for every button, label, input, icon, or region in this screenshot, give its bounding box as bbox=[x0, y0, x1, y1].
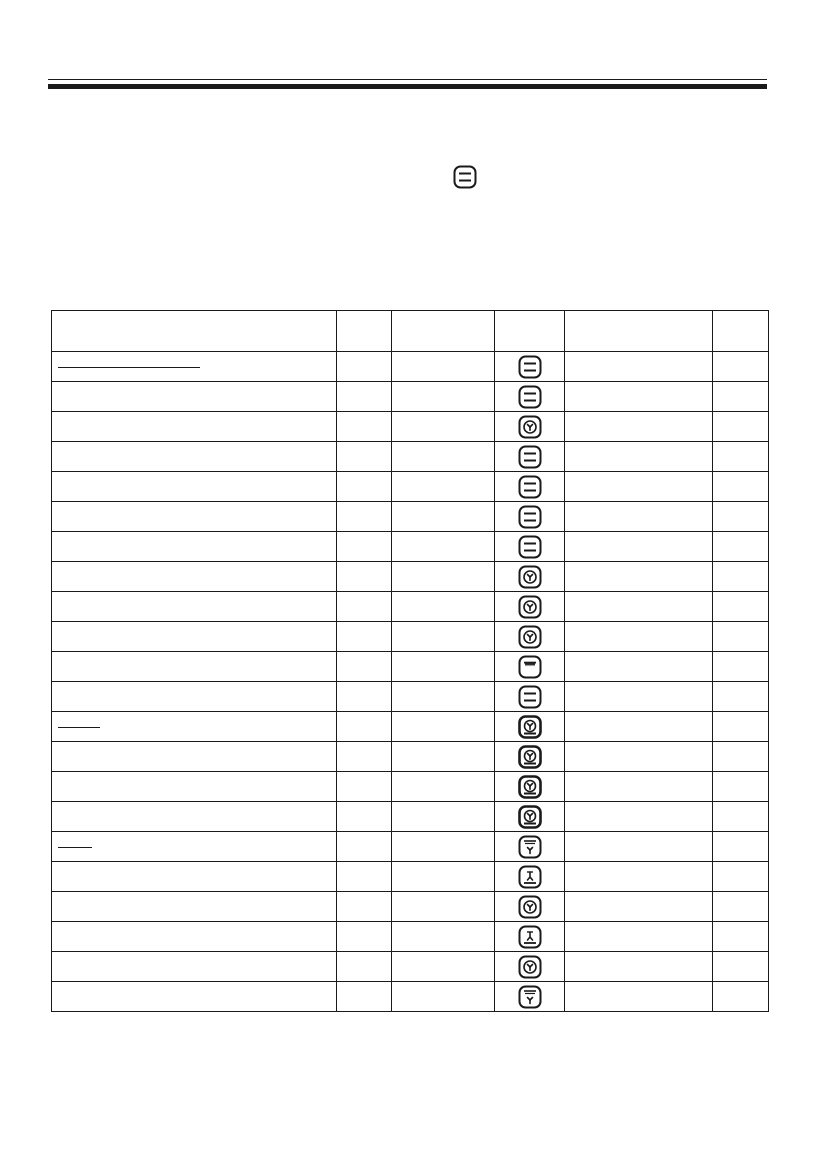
table-cell bbox=[712, 562, 768, 592]
food-cell bbox=[52, 532, 337, 562]
hot-air-fan-icon bbox=[518, 415, 542, 439]
table-cell bbox=[336, 532, 391, 562]
table-cell bbox=[712, 382, 768, 412]
table-cell bbox=[712, 682, 768, 712]
function-cell bbox=[495, 382, 565, 412]
table-row bbox=[52, 352, 769, 382]
table-cell bbox=[336, 982, 391, 1012]
table-cell bbox=[565, 832, 712, 862]
fan-grill-icon bbox=[518, 835, 542, 859]
cooking-table bbox=[51, 310, 769, 1012]
table-cell bbox=[336, 352, 391, 382]
food-cell bbox=[52, 442, 337, 472]
food-cell bbox=[52, 412, 337, 442]
food-cell bbox=[52, 862, 337, 892]
table-cell bbox=[565, 562, 712, 592]
function-cell bbox=[495, 652, 565, 682]
table-row bbox=[52, 742, 769, 772]
header-rule-thin bbox=[48, 79, 767, 80]
table-cell bbox=[565, 592, 712, 622]
function-cell bbox=[495, 892, 565, 922]
function-cell bbox=[495, 742, 565, 772]
table-row bbox=[52, 922, 769, 952]
table-row bbox=[52, 832, 769, 862]
table-cell bbox=[336, 952, 391, 982]
hot-air-fan-icon bbox=[518, 955, 542, 979]
table-cell bbox=[391, 922, 494, 952]
table-cell bbox=[565, 382, 712, 412]
table-cell bbox=[391, 532, 494, 562]
conventional-heating-icon bbox=[453, 165, 477, 189]
table-cell bbox=[391, 652, 494, 682]
table-cell bbox=[336, 742, 391, 772]
cooking-table-body bbox=[52, 311, 769, 1012]
food-cell bbox=[52, 982, 337, 1012]
table-cell bbox=[391, 802, 494, 832]
table-cell bbox=[391, 592, 494, 622]
table-cell bbox=[565, 982, 712, 1012]
table-cell bbox=[712, 442, 768, 472]
conventional-heating-icon bbox=[518, 355, 542, 379]
table-cell bbox=[336, 412, 391, 442]
table-cell bbox=[565, 742, 712, 772]
table-cell bbox=[391, 472, 494, 502]
hot-air-fan-icon bbox=[518, 895, 542, 919]
table-cell bbox=[391, 682, 494, 712]
table-cell bbox=[712, 352, 768, 382]
table-cell bbox=[336, 592, 391, 622]
function-cell bbox=[495, 682, 565, 712]
table-cell bbox=[391, 562, 494, 592]
table-cell bbox=[336, 682, 391, 712]
table-cell bbox=[712, 832, 768, 862]
table-row bbox=[52, 502, 769, 532]
table-cell bbox=[565, 472, 712, 502]
function-cell bbox=[495, 532, 565, 562]
function-cell bbox=[495, 442, 565, 472]
bottom-heat-fan-icon bbox=[518, 865, 542, 889]
hot-air-fan-icon bbox=[518, 565, 542, 589]
hot-air-fan-icon bbox=[518, 625, 542, 649]
table-row bbox=[52, 382, 769, 412]
function-cell bbox=[495, 772, 565, 802]
food-cell bbox=[52, 742, 337, 772]
food-cell bbox=[52, 922, 337, 952]
table-cell bbox=[565, 652, 712, 682]
table-cell bbox=[391, 742, 494, 772]
function-cell bbox=[495, 922, 565, 952]
table-cell bbox=[712, 952, 768, 982]
conventional-heating-icon bbox=[518, 445, 542, 469]
food-cell bbox=[52, 772, 337, 802]
table-row bbox=[52, 562, 769, 592]
conventional-heating-icon bbox=[518, 685, 542, 709]
header-cell-3 bbox=[391, 311, 494, 352]
function-cell bbox=[495, 352, 565, 382]
table-row bbox=[52, 472, 769, 502]
header-cell-function bbox=[495, 311, 565, 352]
table-cell bbox=[712, 472, 768, 502]
table-cell bbox=[336, 712, 391, 742]
conventional-heating-icon bbox=[518, 535, 542, 559]
table-cell bbox=[712, 412, 768, 442]
table-cell bbox=[712, 712, 768, 742]
function-cell bbox=[495, 622, 565, 652]
food-cell bbox=[52, 892, 337, 922]
food-cell bbox=[52, 592, 337, 622]
food-cell bbox=[52, 952, 337, 982]
table-row bbox=[52, 412, 769, 442]
fan-with-bottom-heat-icon bbox=[518, 805, 542, 829]
table-row bbox=[52, 952, 769, 982]
table-cell bbox=[336, 772, 391, 802]
table-cell bbox=[391, 982, 494, 1012]
header-cell-food bbox=[52, 311, 337, 352]
table-cell bbox=[565, 682, 712, 712]
table-cell bbox=[391, 442, 494, 472]
header-rule-thick bbox=[48, 84, 767, 89]
table-row bbox=[52, 682, 769, 712]
table-row bbox=[52, 442, 769, 472]
function-cell bbox=[495, 592, 565, 622]
table-row bbox=[52, 592, 769, 622]
table-cell bbox=[391, 772, 494, 802]
table-cell bbox=[565, 922, 712, 952]
group-heading-underline bbox=[58, 847, 92, 848]
table-cell bbox=[336, 472, 391, 502]
table-cell bbox=[336, 562, 391, 592]
fan-with-bottom-heat-icon bbox=[518, 715, 542, 739]
conventional-heating-icon bbox=[518, 475, 542, 499]
table-cell bbox=[565, 892, 712, 922]
header-cell-5 bbox=[565, 311, 712, 352]
table-cell bbox=[391, 832, 494, 862]
table-cell bbox=[712, 772, 768, 802]
function-cell bbox=[495, 712, 565, 742]
hot-air-fan-icon bbox=[518, 595, 542, 619]
table-row bbox=[52, 712, 769, 742]
table-cell bbox=[712, 622, 768, 652]
food-cell bbox=[52, 802, 337, 832]
table-header-row bbox=[52, 311, 769, 352]
table-row bbox=[52, 982, 769, 1012]
fan-with-bottom-heat-icon bbox=[518, 745, 542, 769]
food-cell bbox=[52, 682, 337, 712]
table-cell bbox=[565, 952, 712, 982]
table-cell bbox=[712, 982, 768, 1012]
function-cell bbox=[495, 502, 565, 532]
table-cell bbox=[712, 742, 768, 772]
bottom-heat-fan-icon bbox=[518, 925, 542, 949]
table-row bbox=[52, 532, 769, 562]
group-heading-underline bbox=[58, 727, 100, 728]
function-cell bbox=[495, 982, 565, 1012]
conventional-heating-icon bbox=[518, 505, 542, 529]
table-cell bbox=[336, 862, 391, 892]
table-cell bbox=[712, 592, 768, 622]
table-cell bbox=[391, 382, 494, 412]
table-row bbox=[52, 802, 769, 832]
table-cell bbox=[712, 532, 768, 562]
table-cell bbox=[336, 622, 391, 652]
function-cell bbox=[495, 412, 565, 442]
table-cell bbox=[336, 832, 391, 862]
function-cell bbox=[495, 862, 565, 892]
table-cell bbox=[565, 862, 712, 892]
function-cell bbox=[495, 562, 565, 592]
table-cell bbox=[391, 712, 494, 742]
header-cell-2 bbox=[336, 311, 391, 352]
table-cell bbox=[391, 862, 494, 892]
table-cell bbox=[565, 502, 712, 532]
function-cell bbox=[495, 472, 565, 502]
table-cell bbox=[565, 352, 712, 382]
table-cell bbox=[336, 382, 391, 412]
food-cell bbox=[52, 472, 337, 502]
table-cell bbox=[712, 502, 768, 532]
food-cell bbox=[52, 622, 337, 652]
fan-with-bottom-heat-icon bbox=[518, 775, 542, 799]
food-cell bbox=[52, 712, 337, 742]
table-cell bbox=[565, 532, 712, 562]
table-cell bbox=[336, 442, 391, 472]
table-cell bbox=[391, 412, 494, 442]
header-cell-6 bbox=[712, 311, 768, 352]
table-cell bbox=[336, 892, 391, 922]
table-cell bbox=[565, 442, 712, 472]
table-cell bbox=[336, 802, 391, 832]
food-cell bbox=[52, 502, 337, 532]
table-cell bbox=[712, 922, 768, 952]
table-row bbox=[52, 622, 769, 652]
grill-icon bbox=[518, 655, 542, 679]
function-cell bbox=[495, 802, 565, 832]
table-cell bbox=[391, 352, 494, 382]
food-cell bbox=[52, 382, 337, 412]
food-cell bbox=[52, 352, 337, 382]
food-cell bbox=[52, 652, 337, 682]
table-cell bbox=[712, 892, 768, 922]
group-heading-underline bbox=[58, 367, 200, 368]
table-row bbox=[52, 772, 769, 802]
table-cell bbox=[336, 502, 391, 532]
table-row bbox=[52, 892, 769, 922]
table-cell bbox=[391, 892, 494, 922]
fan-grill-icon bbox=[518, 985, 542, 1009]
table-cell bbox=[391, 952, 494, 982]
table-row bbox=[52, 652, 769, 682]
table-cell bbox=[712, 652, 768, 682]
table-cell bbox=[391, 622, 494, 652]
table-cell bbox=[565, 712, 712, 742]
table-cell bbox=[336, 922, 391, 952]
table-row bbox=[52, 862, 769, 892]
function-cell bbox=[495, 952, 565, 982]
food-cell bbox=[52, 562, 337, 592]
food-cell bbox=[52, 832, 337, 862]
conventional-heating-icon bbox=[518, 385, 542, 409]
table-cell bbox=[712, 802, 768, 832]
table-cell bbox=[391, 502, 494, 532]
table-cell bbox=[565, 802, 712, 832]
table-cell bbox=[565, 412, 712, 442]
function-cell bbox=[495, 832, 565, 862]
table-cell bbox=[565, 772, 712, 802]
table-cell bbox=[565, 622, 712, 652]
table-cell bbox=[712, 862, 768, 892]
table-cell bbox=[336, 652, 391, 682]
